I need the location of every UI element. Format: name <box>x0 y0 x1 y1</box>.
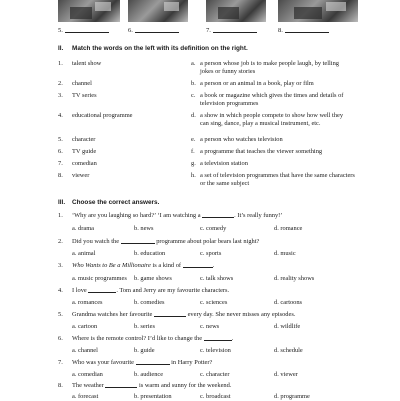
answer-blank[interactable] <box>135 26 179 33</box>
answer-blank[interactable] <box>183 262 213 268</box>
photo-6 <box>128 0 188 22</box>
option[interactable]: a. music programmes <box>72 275 127 282</box>
photo-7 <box>206 0 266 22</box>
exercise-image-strip <box>58 0 358 22</box>
option[interactable]: c. comedy <box>200 225 227 232</box>
answer-blank[interactable] <box>105 382 137 388</box>
option[interactable]: d. programme <box>274 393 310 400</box>
option[interactable]: d. cartoons <box>274 299 303 306</box>
option[interactable]: b. comedies <box>134 299 165 306</box>
photo-label-7: 7. <box>206 26 257 35</box>
photo-5 <box>58 0 120 22</box>
answer-blank[interactable] <box>213 26 257 33</box>
option[interactable]: b. series <box>134 323 155 330</box>
worksheet-page: 5. 6. 7. 8. II. Match the words on the left with its definition on the right. 1. talent show a. a person whose job is to make people laugh, by telling jokes or funny stories 2. channel b. a person or an animal in a book, play or film 3. TV series c. a book or magazine which gives the times and details of television programmes 4. educational programme d. a show in which people compete to show how well they can sing, dance, play a musical instrument, etc. 5. character e. a person who watches television 6. TV guide f. a programme that teaches the viewer something 7. comedian g. a television station 8. viewer h. a set of television programmes that have the same characters or the same subject III. Choose the correct answers. 1. ‘Why are you laughing so hard?’ ‘I am watching a . It’s really funny!’ a. drama b. news c. comedy d. romance 2. Did you watch the programme about polar bears last night? a. animal b. education c. sports d. music 3. Who Wants to Be a Millionaire is a kind of . a. music programmes b. game shows c. talk shows d. reality shows 4. I love . Tom and Jerry are my favourite characters. a. romances b. comedies c. sciences d. cartoons 5. Grandma watches her favourite every day. She never misses any episodes. a. cartoon b. series c. news d. wildlife 6. Where is the remote control? I’d like to change the . a. channel b. guide c. television d. schedule 7. Who was your favourite in Harry Potter? a. comedian b. audience c. character d. viewer 8. The weather is warm and sunny for the weekend. a. forecast b. presentation c. broadcast d. programme <box>0 0 400 400</box>
section-ii-title: II. Match the words on the left with its definition on the right. <box>58 45 248 52</box>
answer-blank[interactable] <box>202 212 234 218</box>
answer-blank[interactable] <box>121 238 155 244</box>
option[interactable]: d. romance <box>274 225 303 232</box>
option[interactable]: a. forecast <box>72 393 99 400</box>
answer-blank[interactable] <box>65 26 109 33</box>
answer-blank[interactable] <box>154 311 186 317</box>
photo-label-8: 8. <box>278 26 329 35</box>
photo-8 <box>278 0 358 22</box>
option[interactable]: c. broadcast <box>200 393 231 400</box>
answer-blank[interactable] <box>136 359 170 365</box>
option[interactable]: c. sports <box>200 250 222 257</box>
option[interactable]: c. television <box>200 347 231 354</box>
option[interactable]: b. news <box>134 225 154 232</box>
option[interactable]: d. viewer <box>274 371 298 378</box>
section-iii-title: III. Choose the correct answers. <box>58 199 160 206</box>
option[interactable]: c. sciences <box>200 299 228 306</box>
option[interactable]: a. comedian <box>72 371 103 378</box>
answer-blank[interactable] <box>204 335 232 341</box>
option[interactable]: c. character <box>200 371 230 378</box>
option[interactable]: c. talk shows <box>200 275 234 282</box>
option[interactable]: a. animal <box>72 250 96 257</box>
photo-label-6: 6. <box>128 26 179 35</box>
answer-blank[interactable] <box>285 26 329 33</box>
option[interactable]: b. game shows <box>134 275 172 282</box>
option[interactable]: d. schedule <box>274 347 303 354</box>
option[interactable]: a. cartoon <box>72 323 98 330</box>
option[interactable]: b. audience <box>134 371 164 378</box>
option[interactable]: b. guide <box>134 347 155 354</box>
option[interactable]: d. wildlife <box>274 323 301 330</box>
option[interactable]: a. drama <box>72 225 94 232</box>
option[interactable]: b. education <box>134 250 166 257</box>
option[interactable]: b. presentation <box>134 393 172 400</box>
option[interactable]: d. music <box>274 250 296 257</box>
photo-label-5: 5. <box>58 26 109 35</box>
option[interactable]: a. channel <box>72 347 98 354</box>
option[interactable]: a. romances <box>72 299 103 306</box>
option[interactable]: c. news <box>200 323 220 330</box>
option[interactable]: d. reality shows <box>274 275 315 282</box>
answer-blank[interactable] <box>88 287 116 293</box>
